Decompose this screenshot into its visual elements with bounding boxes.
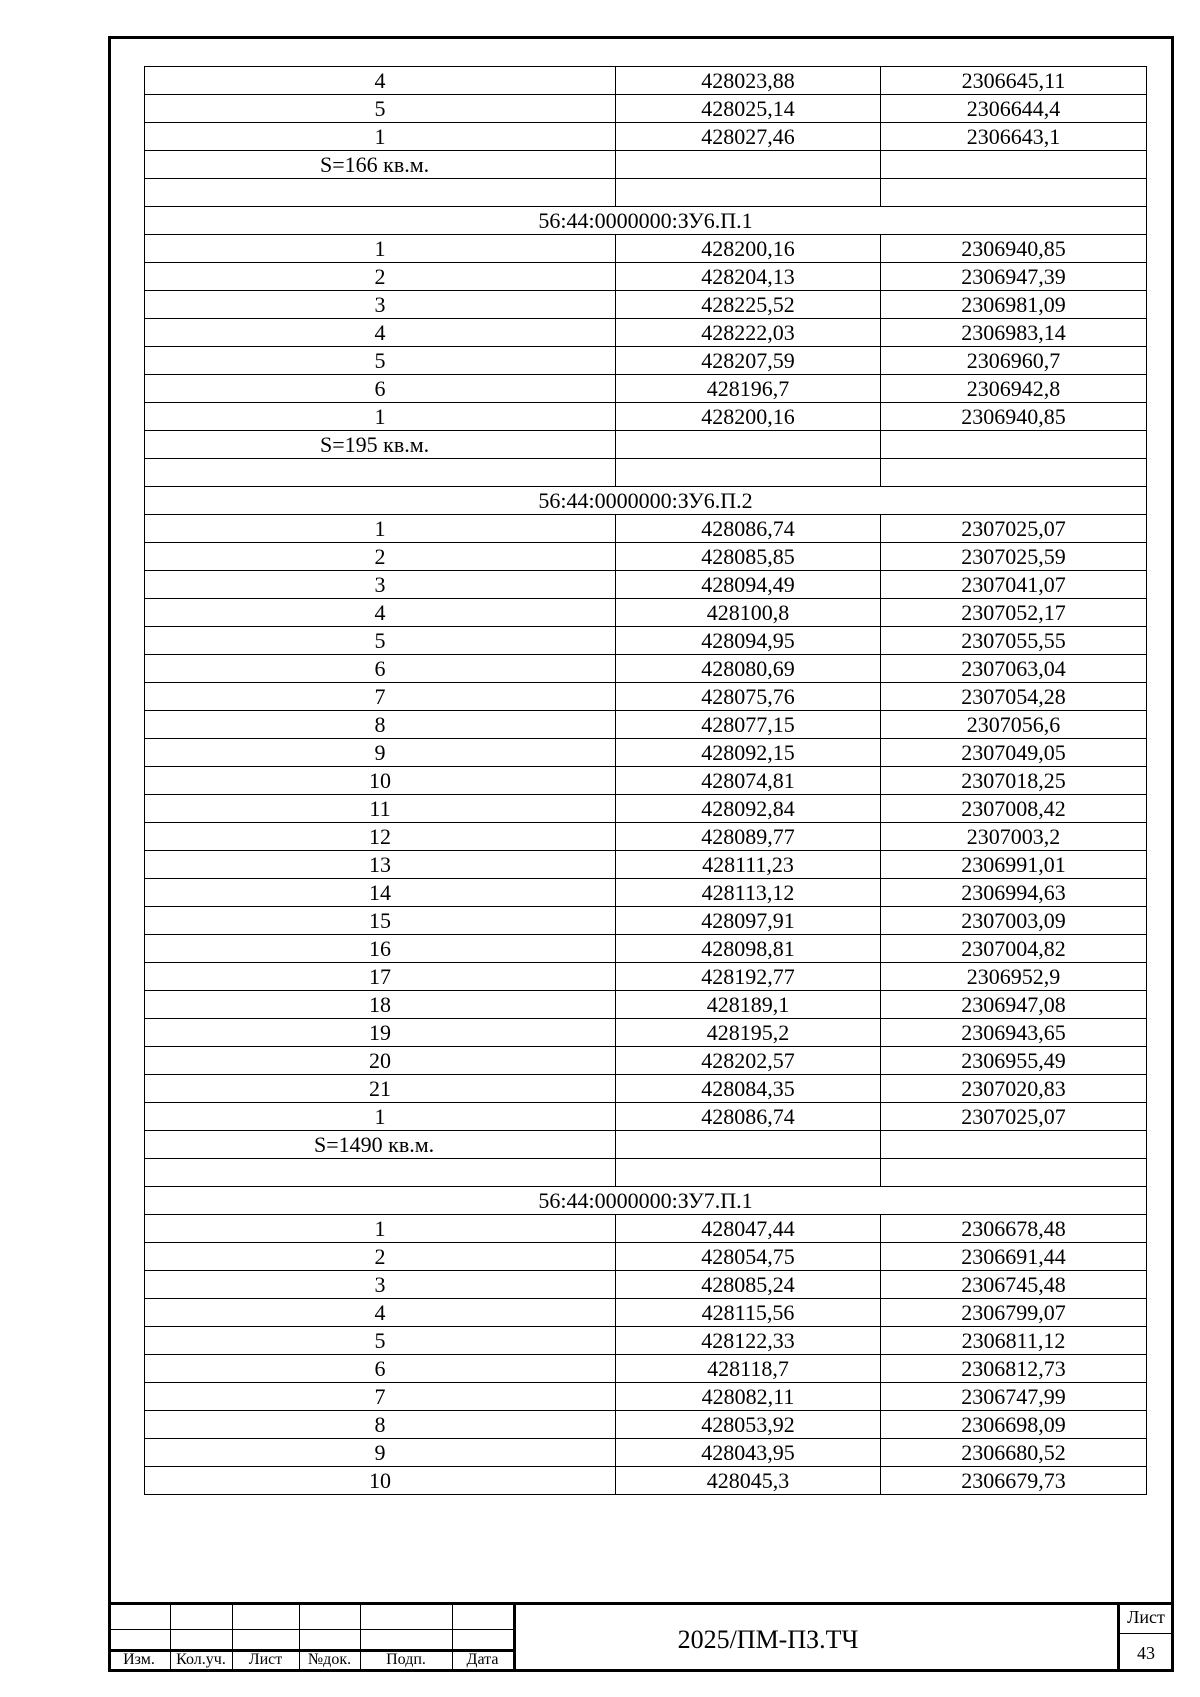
point-number-cell: 8 [145,1411,616,1439]
y-coordinate-cell: 2307018,25 [881,767,1147,795]
y-coordinate-cell: 2306947,08 [881,991,1147,1019]
y-coordinate-cell: 2306981,09 [881,291,1147,319]
point-row [145,963,1147,991]
y-coordinate-cell: 2306811,12 [881,1327,1147,1355]
point-number-cell: 14 [145,879,616,907]
x-coordinate-cell: 428027,46 [616,123,881,151]
y-coordinate-cell: 2306747,99 [881,1383,1147,1411]
y-coordinate-cell: 2306960,7 [881,347,1147,375]
empty-cell [145,179,616,207]
y-coordinate-cell: 2307020,83 [881,1075,1147,1103]
x-coordinate-cell: 428200,16 [616,235,881,263]
point-row [145,599,1147,627]
x-coordinate-cell: 428086,74 [616,515,881,543]
point-row [145,879,1147,907]
point-row [145,823,1147,851]
stamp-row-line [108,1629,513,1630]
point-row [145,795,1147,823]
point-row [145,1271,1147,1299]
x-coordinate-cell: 428085,85 [616,543,881,571]
x-coordinate-cell: 428053,92 [616,1411,881,1439]
area-row [145,431,1147,459]
point-row [145,711,1147,739]
y-coordinate-cell: 2307003,09 [881,907,1147,935]
point-row [145,1327,1147,1355]
sheet-label: Лист [1127,1607,1165,1627]
point-number-cell: 10 [145,1467,616,1495]
x-coordinate-cell: 428111,23 [616,851,881,879]
y-coordinate-cell: 2306947,39 [881,263,1147,291]
y-coordinate-cell: 2307049,05 [881,739,1147,767]
empty-cell [145,1159,616,1187]
y-coordinate-cell: 2306991,01 [881,851,1147,879]
y-coordinate-cell: 2306680,52 [881,1439,1147,1467]
x-coordinate-cell: 428100,8 [616,599,881,627]
point-number-cell: 9 [145,1439,616,1467]
point-number-cell: 1 [145,515,616,543]
x-coordinate-cell: 428195,2 [616,1019,881,1047]
y-coordinate-cell: 2307056,6 [881,711,1147,739]
point-number-cell: 5 [145,627,616,655]
empty-cell [616,151,881,179]
point-row [145,1467,1147,1495]
y-coordinate-cell: 2306955,49 [881,1047,1147,1075]
point-number-cell: 5 [145,347,616,375]
y-coordinate-cell: 2306645,11 [881,67,1147,95]
x-coordinate-cell: 428115,56 [616,1299,881,1327]
x-coordinate-cell: 428054,75 [616,1243,881,1271]
x-coordinate-cell: 428118,7 [616,1355,881,1383]
point-number-cell: 13 [145,851,616,879]
area-cell: S=195 кв.м. [145,431,616,459]
y-coordinate-cell: 2306983,14 [881,319,1147,347]
x-coordinate-cell: 428225,52 [616,291,881,319]
empty-cell [616,1131,881,1159]
y-coordinate-cell: 2306679,73 [881,1467,1147,1495]
area-cell: S=1490 кв.м. [145,1131,616,1159]
y-coordinate-cell: 2306678,48 [881,1215,1147,1243]
point-number-cell: 6 [145,655,616,683]
point-row [145,1019,1147,1047]
point-row [145,347,1147,375]
x-coordinate-cell: 428082,11 [616,1383,881,1411]
y-coordinate-cell: 2306643,1 [881,123,1147,151]
point-row [145,1439,1147,1467]
x-coordinate-cell: 428075,76 [616,683,881,711]
x-coordinate-cell: 428196,7 [616,375,881,403]
x-coordinate-cell: 428092,84 [616,795,881,823]
x-coordinate-cell: 428025,14 [616,95,881,123]
stamp-podp-label: Подп. [386,1651,426,1668]
x-coordinate-cell: 428222,03 [616,319,881,347]
y-coordinate-cell: 2306812,73 [881,1355,1147,1383]
y-coordinate-cell: 2306994,63 [881,879,1147,907]
y-coordinate-cell: 2306698,09 [881,1411,1147,1439]
point-number-cell: 21 [145,1075,616,1103]
point-row [145,1383,1147,1411]
point-row [145,123,1147,151]
empty-cell [616,459,881,487]
empty-cell [616,179,881,207]
x-coordinate-cell: 428047,44 [616,1215,881,1243]
y-coordinate-cell: 2307055,55 [881,627,1147,655]
empty-cell [881,431,1147,459]
section-header-cell: 56:44:0000000:ЗУ6.П.2 [145,487,1147,515]
point-number-cell: 16 [145,935,616,963]
x-coordinate-cell: 428085,24 [616,1271,881,1299]
point-number-cell: 4 [145,1299,616,1327]
point-number-cell: 1 [145,235,616,263]
empty-cell [616,431,881,459]
y-coordinate-cell: 2307025,07 [881,515,1147,543]
x-coordinate-cell: 428074,81 [616,767,881,795]
section-header-row [145,1187,1147,1215]
point-row [145,655,1147,683]
point-number-cell: 2 [145,543,616,571]
point-number-cell: 10 [145,767,616,795]
y-coordinate-cell: 2306940,85 [881,235,1147,263]
point-row [145,767,1147,795]
x-coordinate-cell: 428089,77 [616,823,881,851]
point-row [145,543,1147,571]
point-row [145,627,1147,655]
point-row [145,1215,1147,1243]
point-number-cell: 18 [145,991,616,1019]
document-code: 2025/ПМ-ПЗ.ТЧ [677,1625,859,1654]
point-row [145,991,1147,1019]
point-number-cell: 4 [145,319,616,347]
point-row [145,851,1147,879]
point-row [145,1299,1147,1327]
x-coordinate-cell: 428192,77 [616,963,881,991]
point-row [145,1411,1147,1439]
y-coordinate-cell: 2307025,59 [881,543,1147,571]
x-coordinate-cell: 428077,15 [616,711,881,739]
stamp-izm-label: Изм. [123,1651,155,1668]
point-row [145,291,1147,319]
point-row [145,95,1147,123]
blank-row [145,179,1147,207]
stamp-data-label: Дата [466,1651,499,1668]
y-coordinate-cell: 2307054,28 [881,683,1147,711]
point-row [145,235,1147,263]
point-number-cell: 7 [145,1383,616,1411]
point-number-cell: 1 [145,123,616,151]
point-number-cell: 9 [145,739,616,767]
y-coordinate-cell: 2307052,17 [881,599,1147,627]
y-coordinate-cell: 2306942,8 [881,375,1147,403]
point-row [145,683,1147,711]
point-row [145,739,1147,767]
point-number-cell: 5 [145,95,616,123]
x-coordinate-cell: 428092,15 [616,739,881,767]
area-cell: S=166 кв.м. [145,151,616,179]
point-number-cell: 7 [145,683,616,711]
empty-cell [881,1159,1147,1187]
area-row [145,151,1147,179]
x-coordinate-cell: 428084,35 [616,1075,881,1103]
coordinates-table-body [145,67,1147,1495]
stamp-list-label: Лист [248,1651,283,1668]
point-number-cell: 17 [145,963,616,991]
point-number-cell: 4 [145,67,616,95]
x-coordinate-cell: 428023,88 [616,67,881,95]
section-header-row [145,487,1147,515]
empty-cell [881,151,1147,179]
stamp-row-line [1117,1633,1174,1634]
y-coordinate-cell: 2306943,65 [881,1019,1147,1047]
x-coordinate-cell: 428113,12 [616,879,881,907]
point-number-cell: 15 [145,907,616,935]
section-header-row [145,207,1147,235]
x-coordinate-cell: 428122,33 [616,1327,881,1355]
x-coordinate-cell: 428200,16 [616,403,881,431]
empty-cell [616,1159,881,1187]
area-row [145,1131,1147,1159]
x-coordinate-cell: 428080,69 [616,655,881,683]
section-header-cell: 56:44:0000000:ЗУ7.П.1 [145,1187,1147,1215]
point-number-cell: 1 [145,1103,616,1131]
x-coordinate-cell: 428098,81 [616,935,881,963]
x-coordinate-cell: 428097,91 [616,907,881,935]
x-coordinate-cell: 428094,95 [616,627,881,655]
empty-cell [881,179,1147,207]
stamp-ndok-label: №док. [307,1651,352,1668]
point-row [145,319,1147,347]
y-coordinate-cell: 2307008,42 [881,795,1147,823]
point-row [145,67,1147,95]
x-coordinate-cell: 428043,95 [616,1439,881,1467]
x-coordinate-cell: 428094,49 [616,571,881,599]
point-number-cell: 3 [145,1271,616,1299]
x-coordinate-cell: 428204,13 [616,263,881,291]
y-coordinate-cell: 2307063,04 [881,655,1147,683]
point-number-cell: 19 [145,1019,616,1047]
stamp-kol-uch-label: Кол.уч. [176,1651,226,1668]
sheet-number: 43 [1137,1643,1155,1663]
y-coordinate-cell: 2306952,9 [881,963,1147,991]
point-number-cell: 8 [145,711,616,739]
x-coordinate-cell: 428045,3 [616,1467,881,1495]
point-row [145,1075,1147,1103]
title-block [108,1602,1174,1672]
empty-cell [145,459,616,487]
point-number-cell: 1 [145,403,616,431]
x-coordinate-cell: 428189,1 [616,991,881,1019]
point-number-cell: 5 [145,1327,616,1355]
point-row [145,1243,1147,1271]
blank-row [145,1159,1147,1187]
point-row [145,515,1147,543]
point-row [145,375,1147,403]
empty-cell [881,1131,1147,1159]
y-coordinate-cell: 2307025,07 [881,1103,1147,1131]
y-coordinate-cell: 2306940,85 [881,403,1147,431]
x-coordinate-cell: 428207,59 [616,347,881,375]
point-row [145,1103,1147,1131]
point-row [145,403,1147,431]
stamp-divider [513,1602,516,1672]
y-coordinate-cell: 2306799,07 [881,1299,1147,1327]
point-row [145,263,1147,291]
point-number-cell: 12 [145,823,616,851]
y-coordinate-cell: 2307003,2 [881,823,1147,851]
x-coordinate-cell: 428086,74 [616,1103,881,1131]
point-number-cell: 3 [145,571,616,599]
y-coordinate-cell: 2306691,44 [881,1243,1147,1271]
point-number-cell: 11 [145,795,616,823]
empty-cell [881,459,1147,487]
point-number-cell: 2 [145,263,616,291]
section-header-cell: 56:44:0000000:ЗУ6.П.1 [145,207,1147,235]
point-number-cell: 20 [145,1047,616,1075]
coordinates-table [144,66,1147,1495]
point-number-cell: 4 [145,599,616,627]
point-row [145,907,1147,935]
blank-row [145,459,1147,487]
point-number-cell: 6 [145,375,616,403]
y-coordinate-cell: 2306644,4 [881,95,1147,123]
point-row [145,935,1147,963]
x-coordinate-cell: 428202,57 [616,1047,881,1075]
point-row [145,1047,1147,1075]
point-row [145,571,1147,599]
point-number-cell: 6 [145,1355,616,1383]
y-coordinate-cell: 2307041,07 [881,571,1147,599]
point-row [145,1355,1147,1383]
point-number-cell: 3 [145,291,616,319]
point-number-cell: 1 [145,1215,616,1243]
point-number-cell: 2 [145,1243,616,1271]
y-coordinate-cell: 2307004,82 [881,935,1147,963]
y-coordinate-cell: 2306745,48 [881,1271,1147,1299]
